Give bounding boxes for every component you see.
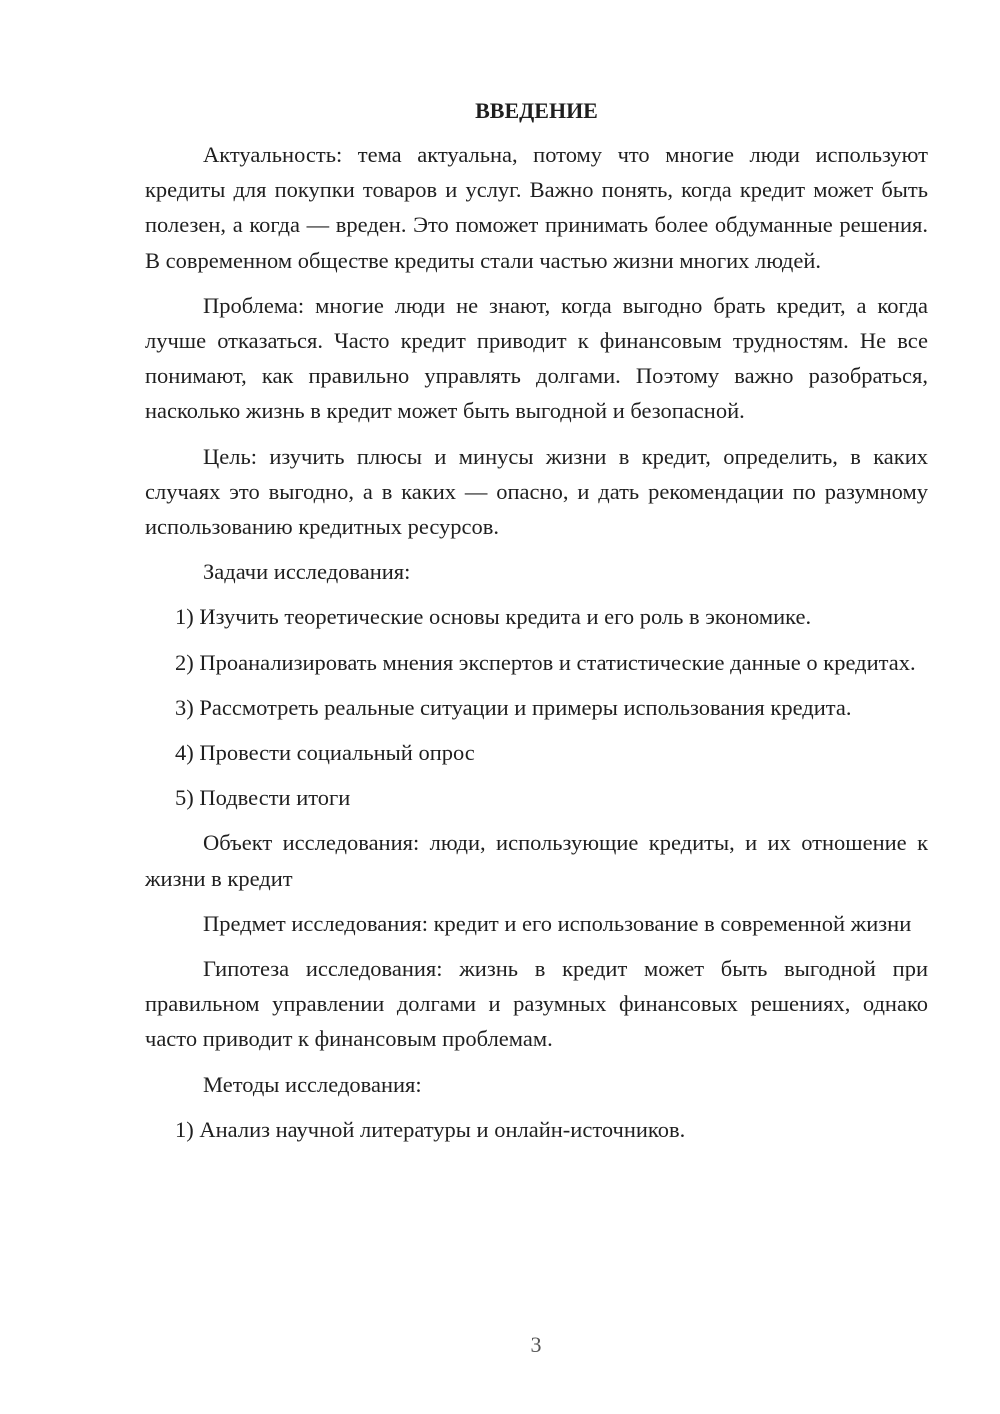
page-title: ВВЕДЕНИЕ xyxy=(475,98,598,123)
relevance-paragraph: Актуальность: тема актуальна, потому что многие люди используют кредиты для покупки товаров и услуг. Важно понять, когда кредит может быть полезен, а когда — вреден. Это поможет принимать более обдуманные решения. В современном обществе кредиты стали частью жизни многих людей. xyxy=(145,142,928,273)
method-item: 1) Анализ научной литературы и онлайн-источников. xyxy=(175,1116,686,1142)
task-item: 3) Рассмотреть реальные ситуации и примеры использования кредита. xyxy=(175,694,852,720)
tasks-label: Задачи исследования: xyxy=(203,559,411,585)
page-number: 3 xyxy=(530,1332,542,1357)
subject-paragraph: Предмет исследования: кредит и его использование в современной жизни xyxy=(203,910,912,936)
task-item: 1) Изучить теоретические основы кредита и его роль в экономике. xyxy=(175,604,812,630)
methods-label: Методы исследования: xyxy=(203,1071,422,1097)
hypothesis-paragraph: Гипотеза исследования: жизнь в кредит может быть выгодной при правильном управлении долгами и разумных финансовых решениях, однако часто приводит к финансовым проблемам. xyxy=(145,956,928,1052)
object-paragraph: Объект исследования: люди, использующие кредиты, и их отношение к жизни в кредит xyxy=(145,830,928,891)
task-item: 5) Подвести итоги xyxy=(175,785,351,811)
goal-paragraph: Цель: изучить плюсы и минусы жизни в кредит, определить, в каких случаях это выгодно, а в каких — опасно, и дать рекомендации по разумному использованию кредитных ресурсов. xyxy=(145,443,928,540)
task-item: 2) Проанализировать мнения экспертов и статистические данные о кредитах. xyxy=(175,649,916,675)
task-item: 4) Провести социальный опрос xyxy=(175,740,475,766)
page-content xyxy=(145,95,928,1157)
problem-paragraph: Проблема: многие люди не знают, когда выгодно брать кредит, а когда лучше отказаться. Часто кредит приводит к финансовым трудностям. Не все понимают, как правильно управлять долгами. Поэтому важно разобраться, насколько жизнь в кредит может быть выгодной и безопасной. xyxy=(145,292,928,424)
